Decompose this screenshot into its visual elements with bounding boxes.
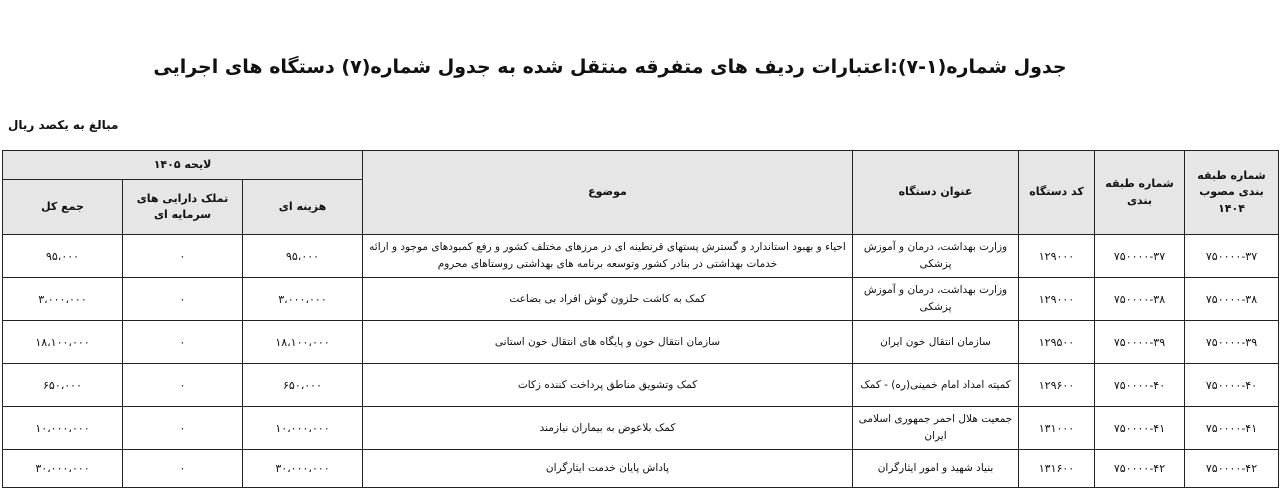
cell-capital: ۰ [123, 235, 243, 278]
cell-class-code: ۷۵۰۰۰۰-۳۹ [1095, 321, 1185, 364]
cell-device-title: وزارت بهداشت، درمان و آموزش پزشکی [853, 278, 1019, 321]
cell-class-code: ۷۵۰۰۰۰-۴۱ [1095, 407, 1185, 450]
cell-approved-code: ۷۵۰۰۰۰-۴۱ [1185, 407, 1279, 450]
cell-device-title: وزارت بهداشت، درمان و آموزش پزشکی [853, 235, 1019, 278]
header-approved-code: شماره طبقه بندی مصوب ۱۴۰۴ [1185, 151, 1279, 235]
cell-topic: کمک به کاشت حلزون گوش افراد بی بضاعت [363, 278, 853, 321]
header-device-code: کد دستگاه [1019, 151, 1095, 235]
cell-approved-code: ۷۵۰۰۰۰-۳۸ [1185, 278, 1279, 321]
table-row [3, 235, 1279, 278]
cell-current: ۳،۰۰۰،۰۰۰ [243, 278, 363, 321]
cell-device-title: کمیته امداد امام خمینی(ره) - کمک [853, 364, 1019, 407]
cell-capital: ۰ [123, 321, 243, 364]
cell-total: ۳،۰۰۰،۰۰۰ [3, 278, 123, 321]
header-current: هزینه ای [243, 180, 363, 235]
table-row [3, 321, 1279, 364]
unit-note: مبالغ به یکصد ریال [8, 118, 119, 132]
cell-capital: ۰ [123, 364, 243, 407]
cell-device-code: ۱۳۱۶۰۰ [1019, 450, 1095, 488]
cell-current: ۱۰،۰۰۰،۰۰۰ [243, 407, 363, 450]
cell-device-code: ۱۳۱۰۰۰ [1019, 407, 1095, 450]
header-device-title: عنوان دستگاه [853, 151, 1019, 235]
cell-approved-code: ۷۵۰۰۰۰-۴۲ [1185, 450, 1279, 488]
table-row [3, 364, 1279, 407]
cell-class-code: ۷۵۰۰۰۰-۴۰ [1095, 364, 1185, 407]
cell-total: ۶۵۰،۰۰۰ [3, 364, 123, 407]
cell-device-code: ۱۲۹۶۰۰ [1019, 364, 1095, 407]
table-row [3, 278, 1279, 321]
cell-topic: سازمان انتقال خون و پایگاه های انتقال خون استانی [363, 321, 853, 364]
cell-device-title: بنیاد شهید و امور ایثارگران [853, 450, 1019, 488]
cell-current: ۹۵،۰۰۰ [243, 235, 363, 278]
cell-device-code: ۱۲۹۵۰۰ [1019, 321, 1095, 364]
cell-capital: ۰ [123, 450, 243, 488]
cell-class-code: ۷۵۰۰۰۰-۳۸ [1095, 278, 1185, 321]
header-total: جمع کل [3, 180, 123, 235]
cell-approved-code: ۷۵۰۰۰۰-۴۰ [1185, 364, 1279, 407]
header-topic: موضوع [363, 151, 853, 235]
cell-total: ۱۸،۱۰۰،۰۰۰ [3, 321, 123, 364]
cell-total: ۹۵،۰۰۰ [3, 235, 123, 278]
cell-total: ۱۰،۰۰۰،۰۰۰ [3, 407, 123, 450]
cell-approved-code: ۷۵۰۰۰۰-۳۹ [1185, 321, 1279, 364]
table-row [3, 450, 1279, 488]
cell-device-code: ۱۲۹۰۰۰ [1019, 235, 1095, 278]
cell-total: ۳۰،۰۰۰،۰۰۰ [3, 450, 123, 488]
header-class-code: شماره طبقه بندی [1095, 151, 1185, 235]
cell-topic: کمک وتشویق مناطق پرداخت کننده زکات [363, 364, 853, 407]
cell-capital: ۰ [123, 407, 243, 450]
cell-capital: ۰ [123, 278, 243, 321]
table-row [3, 407, 1279, 450]
cell-device-title: سازمان انتقال خون ایران [853, 321, 1019, 364]
cell-device-code: ۱۲۹۰۰۰ [1019, 278, 1095, 321]
cell-current: ۳۰،۰۰۰،۰۰۰ [243, 450, 363, 488]
cell-approved-code: ۷۵۰۰۰۰-۳۷ [1185, 235, 1279, 278]
cell-class-code: ۷۵۰۰۰۰-۴۲ [1095, 450, 1185, 488]
cell-class-code: ۷۵۰۰۰۰-۳۷ [1095, 235, 1185, 278]
cell-topic: پاداش پایان خدمت ایثارگران [363, 450, 853, 488]
header-bill-group: لایحه ۱۴۰۵ [3, 151, 363, 180]
header-row-1 [3, 151, 1279, 180]
cell-topic: کمک بلاعوض به بیماران نیازمند [363, 407, 853, 450]
cell-current: ۱۸،۱۰۰،۰۰۰ [243, 321, 363, 364]
cell-topic: احیاء و بهبود استاندارد و گسترش پستهای قرنطینه ای در مرزهای مختلف کشور و رفع کمبودهای موجود و ارائه خدمات بهداشتی در بنادر کشور وتوسعه برنامه های بهداشتی روستاهای محروم [363, 235, 853, 278]
credits-table [2, 150, 1279, 488]
header-capital: تملک دارایی های سرمایه ای [123, 180, 243, 235]
cell-current: ۶۵۰،۰۰۰ [243, 364, 363, 407]
table-title: جدول شماره(۱-۷):اعتبارات ردیف های متفرقه منتقل شده به جدول شماره(۷) دستگاه های اجرایی [153, 56, 1067, 78]
cell-device-title: جمعیت هلال احمر جمهوری اسلامی ایران [853, 407, 1019, 450]
